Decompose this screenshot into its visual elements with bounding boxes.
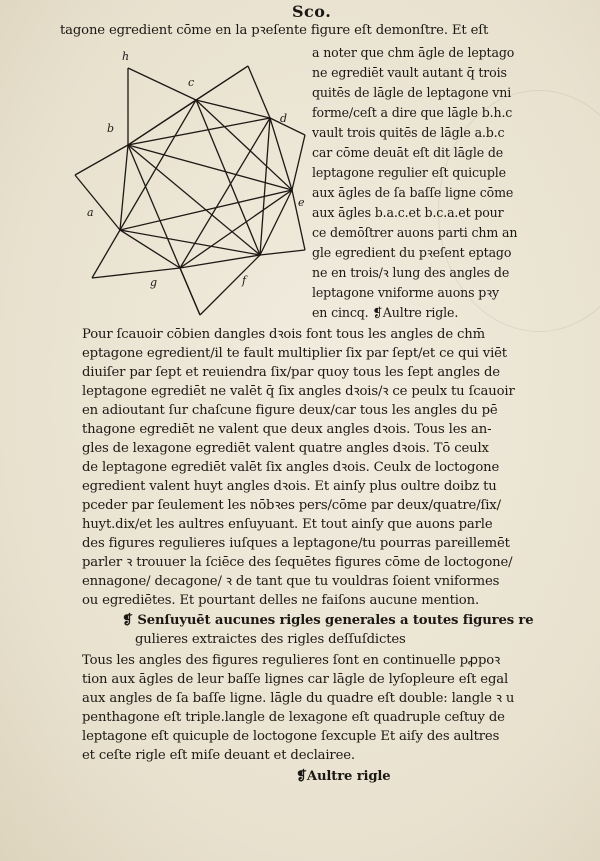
- side-line: vault trois quitēs de lāgle a.b.c: [312, 125, 505, 140]
- body-line: pceder par ſeulement les nōbꝛes pers/cōme par deux/quatre/ſix/: [82, 498, 501, 513]
- body-line: gles de lexagone egrediēt valent quatre angles dꝛois. Tō ceulx: [82, 441, 489, 456]
- heptagon-figure: [70, 50, 320, 320]
- label-h: h: [122, 50, 130, 63]
- label-e: e: [298, 196, 305, 209]
- body-line: parler ꝛ trouuer la ſciēce des ſequētes figures cōme de loctogone/: [82, 555, 513, 570]
- rule-line: leptagone eſt quicuple de loctogone ſexcuple Et aiſy des aultres: [82, 729, 500, 744]
- body-line: des figures regulieres iuſques a leptagone/tu pourras pareillemēt: [82, 536, 510, 551]
- side-line: forme/ceſt a dire que lāgle b.h.c: [312, 105, 513, 120]
- side-line: aux āgles b.a.c.et b.c.a.et pour: [312, 205, 504, 220]
- side-line: quitēs de lāgle de leptagone vni: [312, 85, 512, 100]
- side-line: a noter que chm āgle de leptago: [312, 45, 515, 60]
- body-line: egredient valent huyt angles dꝛois. Et ainſy plus oultre doibz tu: [82, 479, 497, 494]
- label-g: g: [150, 276, 158, 289]
- closing-heading: ❡Aultre rigle: [296, 769, 391, 784]
- body-line: eptagone egredient/il te fault multiplier ſix par ſept/et ce qui viēt: [82, 346, 507, 361]
- body-line: en adioutant ſur chaſcune figure deux/car tous les angles du pē: [82, 403, 498, 418]
- label-b: b: [107, 122, 115, 135]
- side-line: ce demōſtrer auons parti chm an: [312, 225, 518, 240]
- folio-header: Sco.: [292, 2, 332, 21]
- side-line: leptagone vniforme auons pꝛy: [312, 285, 499, 300]
- side-line: aux āgles de ſa baſſe ligne cōme: [312, 185, 514, 200]
- body-line: ennagone/ decagone/ ꝛ de tant que tu vouldras ſoient vniformes: [82, 574, 500, 589]
- body-line: Pour ſcauoir cōbien dangles dꝛois font tous les angles de chm̄: [82, 327, 485, 342]
- heptagon-diagram: [70, 50, 320, 320]
- section-heading: ❡ Senſuyuēt aucunes rigles generales a toutes figures re: [122, 613, 534, 628]
- body-line: diuiſer par ſept et reuiendra ſix/par quoy tous les ſept angles de: [82, 365, 500, 380]
- body-line: huyt.dix/et les aultres enſuyuant. Et tout ainſy que auons parle: [82, 517, 493, 532]
- body-line: de leptagone egrediēt valēt ſix angles dꝛois. Ceulx de loctogone: [82, 460, 500, 475]
- rule-line: aux angles de ſa baſſe ligne. lāgle du quadre eſt double: langle ꝛ u: [82, 691, 515, 706]
- first-line: tagone egredient cōme en la pꝛeſente figure eſt demonſtre. Et eſt: [60, 23, 489, 38]
- side-line: en cincq. ❡Aultre rigle.: [312, 305, 459, 320]
- label-a: a: [87, 206, 94, 219]
- side-line: ne egrediēt vault autant q̄ trois: [312, 65, 507, 80]
- side-line: gle egredient du pꝛeſent eptago: [312, 245, 512, 260]
- rule-line: tion aux āgles de leur baſſe lignes car lāgle de lyſopleure eſt egal: [82, 672, 509, 687]
- label-f: f: [242, 274, 247, 287]
- body-line: ou egrediētes. Et pourtant delles ne faiſons aucune mention.: [82, 593, 479, 608]
- side-line: ne en trois/ꝛ lung des angles de: [312, 265, 510, 280]
- section-heading-continued: gulieres extraictes des rigles deſſuſdictes: [135, 632, 406, 647]
- body-line: leptagone egrediēt ne valēt q̄ ſix angles dꝛois/ꝛ ce peulx tu ſcauoir: [82, 384, 515, 399]
- label-d: d: [280, 112, 288, 125]
- rule-line: penthagone eſt triple.langle de lexagone eſt quadruple ceſtuy de: [82, 710, 505, 725]
- side-line: leptagone regulier eſt quicuple: [312, 165, 506, 180]
- body-line: thagone egrediēt ne valent que deux angles dꝛois. Tous les an-: [82, 422, 492, 437]
- label-c: c: [188, 76, 195, 89]
- side-line: car cōme deuāt eſt dit lāgle de: [312, 145, 504, 160]
- rule-line: Tous les angles des figures regulieres ſont en continuelle pꝓpoꝛ: [82, 653, 501, 668]
- rule-line: et ceſte rigle eſt miſe deuant et declairee.: [82, 748, 355, 763]
